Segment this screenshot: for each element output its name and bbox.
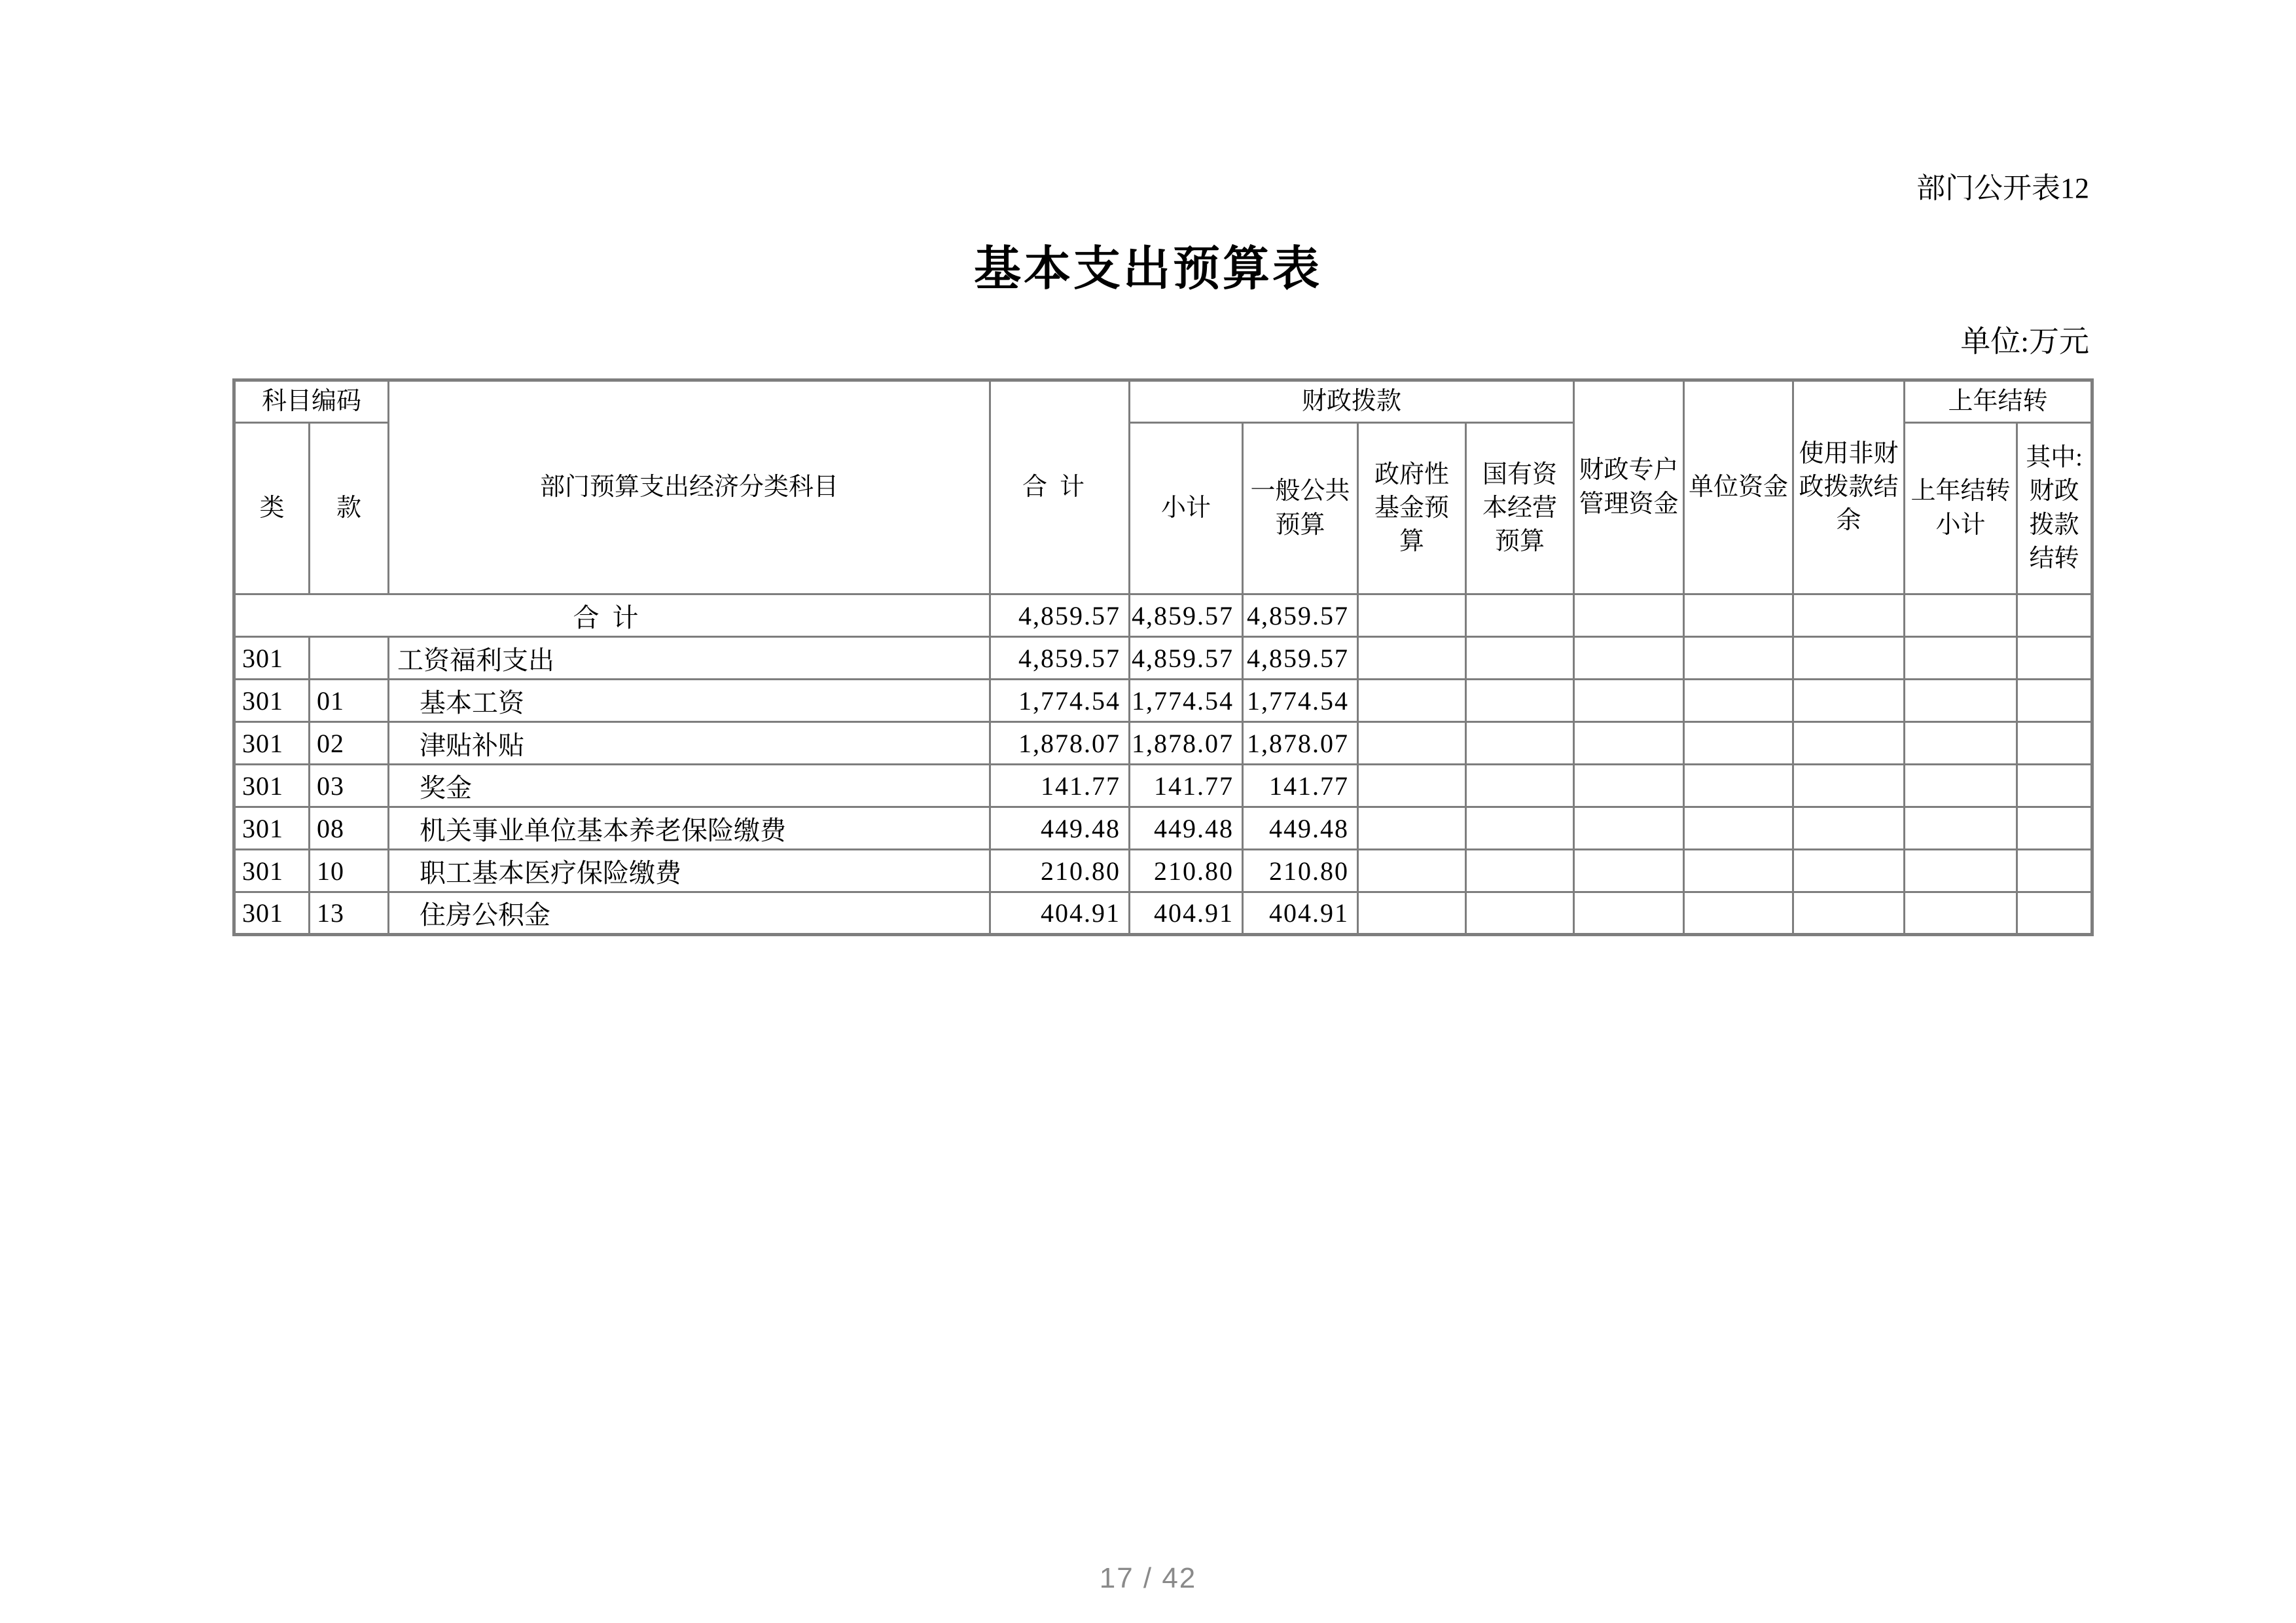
empty-cell [1905, 722, 2017, 765]
empty-cell [1684, 850, 1793, 892]
header-government-fund-budget: 政府性基金预算 [1358, 423, 1466, 594]
empty-cell [1466, 637, 1574, 680]
empty-cell [1905, 892, 2017, 935]
empty-cell [1793, 807, 1905, 850]
empty-cell [1905, 807, 2017, 850]
empty-cell [2017, 807, 2092, 850]
cell-general-public-budget: 404.91 [1243, 892, 1358, 935]
empty-cell [2017, 892, 2092, 935]
cell-total: 4,859.57 [990, 637, 1130, 680]
header-prev-year-carryover-subtotal: 上年结转小计 [1905, 423, 2017, 594]
cell-general-public-budget: 1,878.07 [1243, 722, 1358, 765]
page-title: 基本支出预算表 [973, 243, 1322, 295]
cell-general-public-budget: 1,774.54 [1243, 680, 1358, 722]
header-fiscal-allocation: 财政拨款 [1130, 380, 1574, 423]
empty-cell [1358, 892, 1466, 935]
empty-cell [1793, 765, 1905, 807]
cell-general-public-budget: 4,859.57 [1243, 637, 1358, 680]
empty-cell [1466, 594, 1574, 637]
cell-section: 08 [310, 807, 389, 850]
empty-cell [1466, 807, 1574, 850]
empty-cell [2017, 680, 2092, 722]
empty-cell [1574, 722, 1684, 765]
cell-class: 301 [234, 807, 310, 850]
table-row [234, 892, 2092, 935]
empty-cell [1793, 594, 1905, 637]
cell-total: 1,878.07 [990, 722, 1130, 765]
cell-subtotal: 449.48 [1130, 807, 1243, 850]
cell-subtotal: 210.80 [1130, 850, 1243, 892]
cell-section: 13 [310, 892, 389, 935]
cell-total: 404.91 [990, 892, 1130, 935]
cell-name: 基本工资 [389, 680, 990, 722]
cell-subtotal: 404.91 [1130, 892, 1243, 935]
cell-class: 301 [234, 765, 310, 807]
empty-cell [1358, 765, 1466, 807]
empty-cell [1574, 892, 1684, 935]
empty-cell [2017, 594, 2092, 637]
cell-total: 210.80 [990, 850, 1130, 892]
cell-section: 01 [310, 680, 389, 722]
budget-table [232, 378, 2094, 936]
empty-cell [1905, 594, 2017, 637]
table-row [234, 765, 2092, 807]
cell-name: 职工基本医疗保险缴费 [389, 850, 990, 892]
table-row [234, 850, 2092, 892]
table-row-total [234, 594, 2092, 637]
cell-general-public-budget: 449.48 [1243, 807, 1358, 850]
cell-class: 301 [234, 722, 310, 765]
table-row [234, 637, 2092, 680]
table-row [234, 807, 2092, 850]
cell-name: 合计 [234, 594, 990, 637]
header-non-fiscal-allocation-balance: 使用非财政拨款结余 [1793, 380, 1905, 594]
cell-subtotal: 141.77 [1130, 765, 1243, 807]
empty-cell [1574, 850, 1684, 892]
cell-name: 机关事业单位基本养老保险缴费 [389, 807, 990, 850]
cell-section: 03 [310, 765, 389, 807]
empty-cell [2017, 722, 2092, 765]
cell-general-public-budget: 141.77 [1243, 765, 1358, 807]
header-class: 类 [234, 423, 310, 594]
header-prev-year-carryover: 上年结转 [1905, 380, 2092, 423]
cell-class: 301 [234, 680, 310, 722]
cell-class: 301 [234, 637, 310, 680]
cell-total: 449.48 [990, 807, 1130, 850]
cell-general-public-budget: 210.80 [1243, 850, 1358, 892]
empty-cell [1793, 722, 1905, 765]
empty-cell [1793, 637, 1905, 680]
header-subject-code: 科目编码 [234, 380, 389, 423]
empty-cell [2017, 850, 2092, 892]
cell-general-public-budget: 4,859.57 [1243, 594, 1358, 637]
empty-cell [1684, 892, 1793, 935]
empty-cell [1466, 680, 1574, 722]
header-fiscal-special-account-funds: 财政专户管理资金 [1574, 380, 1684, 594]
cell-total: 141.77 [990, 765, 1130, 807]
empty-cell [1358, 807, 1466, 850]
header-subtotal: 小计 [1130, 423, 1243, 594]
empty-cell [2017, 765, 2092, 807]
cell-name: 工资福利支出 [389, 637, 990, 680]
cell-subtotal: 4,859.57 [1130, 594, 1243, 637]
empty-cell [1905, 680, 2017, 722]
empty-cell [1684, 594, 1793, 637]
header-section: 款 [310, 423, 389, 594]
empty-cell [1574, 765, 1684, 807]
cell-subtotal: 1,774.54 [1130, 680, 1243, 722]
cell-name: 奖金 [389, 765, 990, 807]
empty-cell [1793, 850, 1905, 892]
empty-cell [1684, 765, 1793, 807]
empty-cell [1466, 722, 1574, 765]
empty-cell [1574, 637, 1684, 680]
empty-cell [1358, 637, 1466, 680]
cell-name: 住房公积金 [389, 892, 990, 935]
empty-cell [1358, 594, 1466, 637]
empty-cell [1684, 680, 1793, 722]
empty-cell [1905, 637, 2017, 680]
empty-cell [1905, 850, 2017, 892]
cell-subtotal: 4,859.57 [1130, 637, 1243, 680]
empty-cell [1793, 680, 1905, 722]
header-of-which-fiscal-carryover: 其中:财政拨款结转 [2017, 423, 2092, 594]
empty-cell [1574, 807, 1684, 850]
cell-class: 301 [234, 850, 310, 892]
empty-cell [1466, 765, 1574, 807]
cell-class: 301 [234, 892, 310, 935]
header-total: 合计 [990, 380, 1130, 594]
empty-cell [1358, 722, 1466, 765]
empty-cell [1358, 850, 1466, 892]
empty-cell [1684, 722, 1793, 765]
header-unit-funds: 单位资金 [1684, 380, 1793, 594]
header-state-capital-budget: 国有资本经营预算 [1466, 423, 1574, 594]
empty-cell [1793, 892, 1905, 935]
empty-cell [1905, 765, 2017, 807]
cell-section: 10 [310, 850, 389, 892]
table-row [234, 680, 2092, 722]
cell-section: 02 [310, 722, 389, 765]
empty-cell [1358, 680, 1466, 722]
empty-cell [1574, 680, 1684, 722]
cell-section [310, 637, 389, 680]
table-row [234, 722, 2092, 765]
empty-cell [1684, 807, 1793, 850]
doc-label: 部门公开表12 [1916, 172, 2089, 204]
header-subject-name: 部门预算支出经济分类科目 [389, 380, 990, 594]
cell-name: 津贴补贴 [389, 722, 990, 765]
page-number: 17 / 42 [1099, 1562, 1197, 1594]
empty-cell [1684, 637, 1793, 680]
empty-cell [2017, 637, 2092, 680]
empty-cell [1466, 892, 1574, 935]
cell-total: 4,859.57 [990, 594, 1130, 637]
empty-cell [1466, 850, 1574, 892]
empty-cell [1574, 594, 1684, 637]
cell-subtotal: 1,878.07 [1130, 722, 1243, 765]
header-row-1 [234, 380, 2092, 423]
cell-total: 1,774.54 [990, 680, 1130, 722]
header-general-public-budget: 一般公共预算 [1243, 423, 1358, 594]
unit-note: 单位:万元 [1960, 325, 2089, 358]
